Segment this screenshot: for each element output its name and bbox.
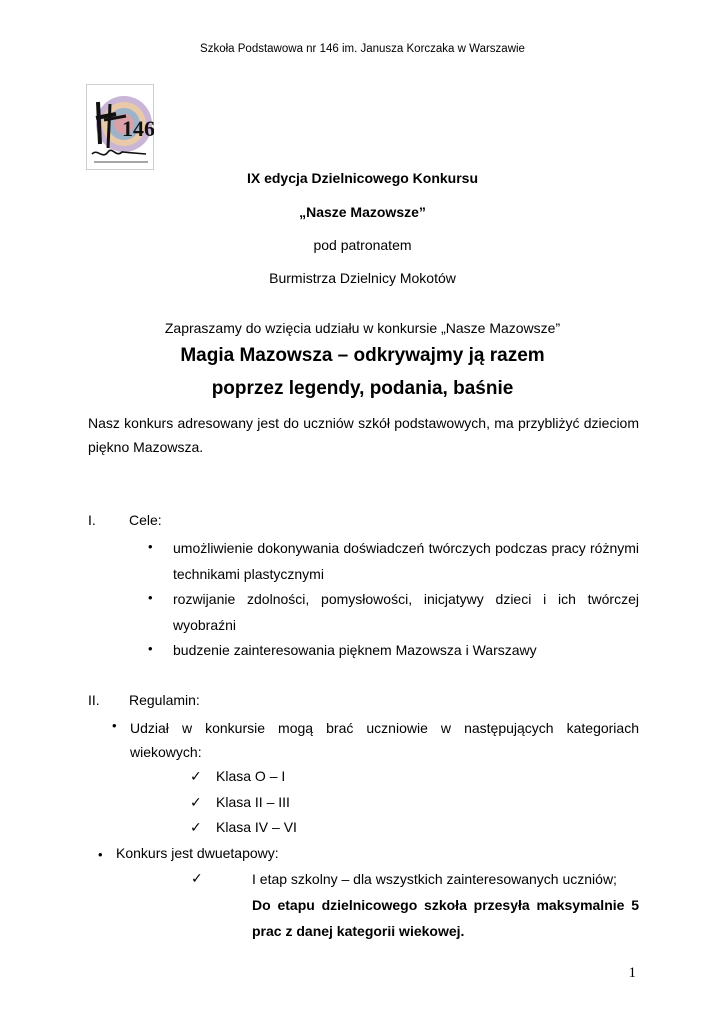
section-1-numeral: I. — [88, 512, 96, 528]
theme-line-2: poprzez legendy, podania, baśnie — [211, 378, 514, 399]
check-icon: ✓ — [190, 794, 202, 810]
edition-title: IX edycja Dzielnicowego Konkursu — [246, 170, 479, 186]
check-icon: ✓ — [190, 819, 202, 835]
category-item: Klasa IV – VI — [216, 819, 297, 835]
stages-label: Konkurs jest dwuetapowy: — [116, 845, 279, 861]
goal-item: umożliwienie dokonywania doświadczeń twórczych podczas pracy różnymi technikami plastycznymi — [173, 540, 639, 582]
school-logo — [86, 84, 154, 170]
contest-name: „Nasze Mazowsze” — [299, 204, 426, 220]
patronage-label: pod patronatem — [313, 237, 412, 253]
invitation-text: Zapraszamy do wzięcia udziału w konkursie „Nasze Mazowsze” — [164, 320, 561, 336]
category-item: Klasa O – I — [216, 768, 286, 784]
stage-1-text: I etap szkolny – dla wszystkich zainteresowanych uczniów; — [252, 871, 617, 887]
page-header: Szkoła Podstawowa nr 146 im. Janusza Korczaka w Warszawie — [200, 43, 525, 55]
page-number: 1 — [628, 965, 636, 981]
bullet-icon: • — [148, 590, 153, 605]
section-1-title: Cele: — [129, 512, 162, 528]
goal-item: rozwijanie zdolności, pomysłowości, inicjatywy dzieci i ich twórczej wyobraźni — [173, 591, 639, 633]
stage-1-block — [252, 866, 639, 944]
intro-paragraph: Nasz konkurs adresowany jest do uczniów szkół podstawowych, ma przybliżyć dzieciom piękno Mazowsza. — [88, 415, 639, 455]
participation-text: Udział w konkursie mogą brać uczniowie w następujących kategoriach wiekowych: — [130, 720, 639, 760]
goal-item: budzenie zainteresowania pięknem Mazowsza i Warszawy — [173, 642, 537, 658]
category-item: Klasa II – III — [216, 794, 290, 810]
bullet-icon: • — [148, 641, 153, 656]
theme-line-1: Magia Mazowsza – odkrywajmy ją razem — [180, 345, 545, 366]
bullet-icon: • — [98, 847, 103, 862]
check-icon: ✓ — [191, 870, 203, 886]
check-icon: ✓ — [190, 768, 202, 784]
patron-name: Burmistrza Dzielnicy Mokotów — [269, 270, 456, 286]
section-2-title: Regulamin: — [129, 692, 200, 708]
stage-1-note: Do etapu dzielnicowego szkoła przesyła maksymalnie 5 prac z danej kategorii wiekowej. — [252, 897, 639, 939]
logo-number: 146 — [122, 116, 154, 141]
section-2-numeral: II. — [88, 692, 100, 708]
bullet-icon: • — [148, 539, 153, 554]
bullet-icon: • — [112, 718, 117, 733]
